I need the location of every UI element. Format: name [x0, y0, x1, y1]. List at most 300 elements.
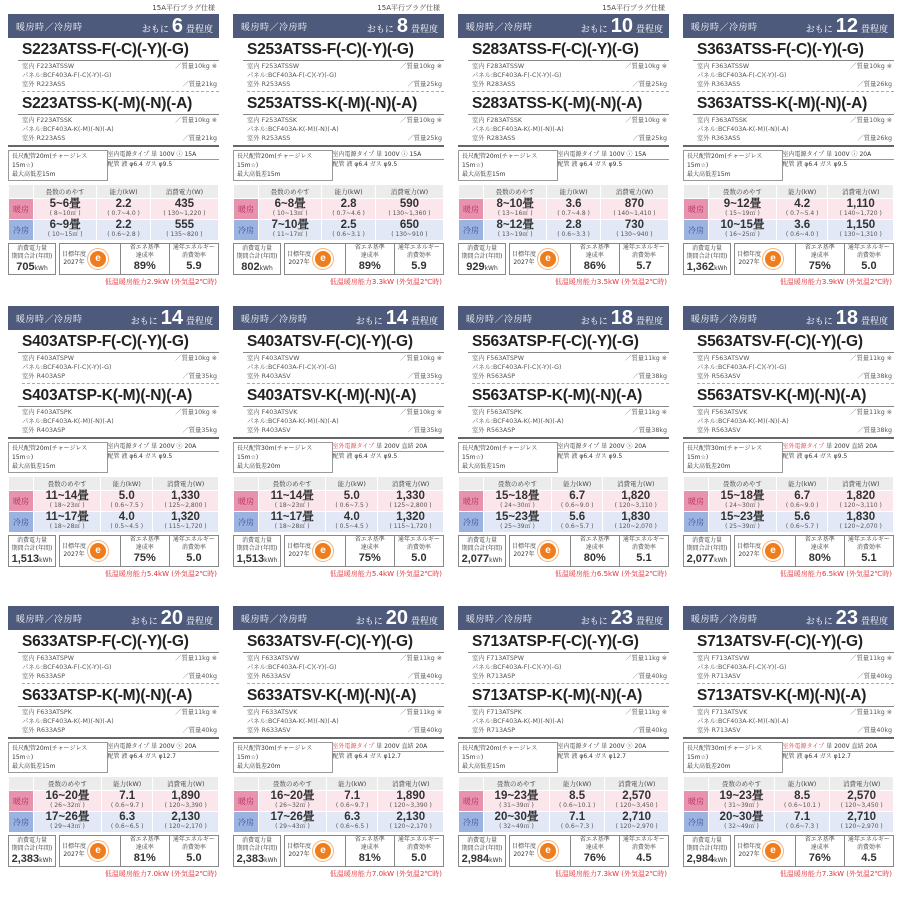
- outdoor: R563ASP: [486, 373, 516, 380]
- c-cap-r: ( 0.5~4.5 ): [335, 523, 369, 530]
- l-outdoor: 室外: [22, 727, 35, 734]
- panel-f: BCF403A-F(-C)(-Y)(-G): [718, 364, 787, 371]
- col-power: 消費電力(W): [378, 777, 443, 790]
- panel-f: BCF403A-F(-C)(-Y)(-G): [268, 364, 337, 371]
- saving-1: 省エネ基準: [579, 836, 610, 843]
- low-temp-heating-capacity: 低温暖房能力6.5kW (外気温2℃時): [554, 570, 667, 578]
- c-cap: 3.6: [794, 219, 811, 231]
- kwh-unit: kWh: [489, 557, 503, 564]
- apf-2: 消費効率: [856, 844, 881, 851]
- h-cap-r: ( 0.7~5.4 ): [785, 210, 819, 217]
- indoor-f: F563ATSPW: [486, 355, 524, 362]
- room-size-number: 23: [835, 607, 858, 629]
- saving-rate: [120, 536, 169, 566]
- apf-1: 通年エネルギー: [397, 836, 440, 843]
- outdoor: R713ASP: [486, 727, 516, 734]
- pipe-txt: 長尺配管30m(チャージレス15m☆): [237, 745, 313, 761]
- maxh-txt: 最大高低差15m: [12, 763, 56, 770]
- mode-label: 暖房時／冷房時: [16, 314, 83, 325]
- cool-lbl: 冷房: [459, 812, 483, 832]
- install-spec: [8, 742, 219, 773]
- energy-saving-e-mark-icon: e: [763, 249, 783, 269]
- maxh-txt: 最大高低差15m: [12, 463, 56, 470]
- h-pw: 1,330: [396, 490, 425, 502]
- mode-label: 暖房時／冷房時: [16, 22, 83, 33]
- indoor-k: F713ATSVK: [711, 709, 748, 716]
- c-room-m2: ( 25~39㎡ ): [725, 523, 760, 530]
- room-size-number: 8: [396, 15, 408, 37]
- w-out-txt: ／質量21kg: [182, 135, 217, 142]
- heating-row: [459, 491, 668, 511]
- kwh: 2,077: [461, 553, 490, 565]
- c-pw-r: ( 135~820 ): [166, 231, 203, 238]
- size-suffix: 畳程度: [635, 25, 663, 35]
- performance-table: [683, 476, 894, 533]
- apf-2: 消費効率: [181, 844, 206, 851]
- install-spec: [683, 742, 894, 773]
- h-pw: 590: [399, 198, 420, 210]
- l-indoor: 室内: [697, 709, 710, 716]
- apf: [619, 244, 668, 274]
- performance-table: [233, 776, 444, 833]
- heat-lbl: 暖房: [684, 791, 708, 811]
- heating-row: [234, 791, 443, 811]
- performance-table: [683, 184, 894, 241]
- h-room: 11~14畳: [270, 490, 314, 502]
- l-outdoor: 室外: [247, 673, 260, 680]
- kwh: 1,513: [236, 553, 265, 565]
- cool-lbl: 冷房: [459, 512, 483, 532]
- col-room: 畳数のめやす: [709, 777, 774, 790]
- heat-lbl: 暖房: [459, 199, 483, 219]
- apf: 4.5: [861, 852, 877, 864]
- size-prefix: おもに: [805, 317, 833, 327]
- panel-k: BCF403A-K(-M)(-N)(-A): [718, 126, 789, 133]
- room-size-number: 20: [385, 607, 408, 629]
- model-name-f: S253ATSS-F(-C)(-Y)(-G): [247, 41, 414, 58]
- apf: 4.5: [636, 852, 652, 864]
- model-name-k: S563ATSV-K(-M)(-N)(-A): [697, 387, 867, 404]
- piping-txt: 配管 液 φ6.4 ガス φ9.5: [557, 453, 623, 460]
- h-pw-r: ( 125~2,800 ): [389, 502, 432, 509]
- annual-1: 消費電力量: [16, 245, 47, 252]
- c-cap-r: ( 0.6~2.8 ): [107, 231, 140, 238]
- saving-rate: [120, 836, 169, 866]
- rate: 89%: [358, 260, 381, 272]
- l-indoor: 室内: [697, 409, 710, 416]
- c-room: 6~9畳: [49, 219, 81, 231]
- col-power: 消費電力(W): [151, 185, 218, 198]
- w-in-txt: ／質量10kg ※: [175, 117, 217, 124]
- indoor-k: F403ATSPK: [36, 409, 72, 416]
- card-header: [233, 606, 444, 630]
- outdoor: R223ASS: [36, 135, 66, 142]
- size-suffix: 畳程度: [860, 317, 888, 327]
- product-card: [0, 0, 225, 300]
- power: 単 200V 直結 20A: [826, 743, 878, 750]
- l-panel: パネル:: [472, 664, 494, 671]
- outdoor: R403ASV: [261, 373, 291, 380]
- annual-1: 消費電力量: [691, 837, 722, 844]
- c-cap: 4.0: [118, 511, 135, 523]
- c-pw: 2,130: [396, 811, 426, 823]
- col-capacity: 能力(kW): [326, 477, 377, 490]
- pipe-txt: 長尺配管20m(チャージレス15m☆): [12, 445, 88, 461]
- model-name-k: S283ATSS-K(-M)(-N)(-A): [472, 95, 643, 112]
- unit-list-f: [683, 654, 894, 684]
- size-prefix: おもに: [580, 617, 608, 627]
- unit-list-k: [233, 708, 444, 735]
- apf-2: 消費効率: [856, 252, 881, 259]
- h-room: 15~18畳: [720, 490, 765, 502]
- room-size: [806, 308, 888, 328]
- w-in-txt: ／質量11kg ※: [175, 709, 217, 716]
- outdoor: R283ASS: [486, 135, 516, 142]
- cooling-row: [684, 512, 893, 532]
- ptype-txt: 室内電源タイプ: [782, 151, 825, 158]
- target-2: 2027年: [288, 851, 310, 858]
- panel-f: BCF403A-F(-C)(-Y)(-G): [43, 664, 112, 671]
- low-temp-heating-capacity: 低温暖房能力5.4kW (外気温2℃時): [104, 570, 217, 578]
- c-room: 15~23畳: [495, 511, 540, 523]
- size-prefix: おもに: [130, 317, 158, 327]
- target-1: 目標年度: [737, 543, 762, 550]
- target-1: 目標年度: [512, 843, 537, 850]
- size-suffix: 畳程度: [410, 25, 438, 35]
- apf: 5.0: [861, 260, 877, 272]
- c-cap: 6.3: [344, 811, 361, 823]
- piping-txt: 配管 液 φ6.4 ガス φ9.5: [782, 453, 848, 460]
- heat-lbl: 暖房: [459, 491, 483, 511]
- indoor-f: F283ATSSW: [486, 63, 525, 70]
- outdoor: R563ASV: [711, 373, 741, 380]
- c-pw-r: ( 120~2,170 ): [164, 823, 207, 830]
- c-room: 20~30畳: [719, 811, 764, 823]
- cooling-row: [9, 220, 218, 240]
- col-power: 消費電力(W): [376, 185, 443, 198]
- h-pw-r: ( 130~1,220 ): [163, 210, 206, 217]
- kwh: 705: [16, 261, 35, 273]
- c-pw: 2,130: [171, 811, 201, 823]
- outdoor: R563ASV: [711, 427, 741, 434]
- c-room: 7~10畳: [271, 219, 309, 231]
- product-card: [0, 600, 225, 900]
- pipe-txt: 長尺配管20m(チャージレス15m☆): [462, 745, 538, 761]
- target-year: [60, 244, 120, 274]
- piping-txt: 配管 液 φ6.4 ガス φ12.7: [332, 753, 401, 760]
- c-room: 11~17畳: [45, 511, 89, 523]
- size-prefix: おもに: [805, 25, 833, 35]
- indoor-f: F403ATSPW: [36, 355, 74, 362]
- c-room-m2: ( 25~39㎡ ): [500, 523, 535, 530]
- maxh-txt: 最大高低差15m: [12, 171, 56, 178]
- l-indoor: 室内: [697, 355, 710, 362]
- outdoor: R403ASP: [36, 427, 66, 434]
- panel-f: BCF403A-F(-C)(-Y)(-G): [268, 72, 337, 79]
- l-panel: パネル:: [472, 126, 494, 133]
- annual-2: 期間合計(年間): [461, 253, 503, 260]
- l-panel: パネル:: [247, 72, 269, 79]
- annual-2: 期間合計(年間): [686, 253, 728, 260]
- power: 単 200V ⓧ 20A: [601, 743, 647, 750]
- install-spec: [233, 742, 444, 773]
- l-indoor: 室内: [247, 355, 260, 362]
- annual-2: 期間合計(年間): [11, 545, 53, 552]
- saving-rate: [120, 244, 169, 274]
- energy-saving-e-mark-icon: e: [88, 541, 108, 561]
- size-prefix: おもに: [130, 617, 158, 627]
- apf-2: 消費効率: [406, 252, 431, 259]
- panel-k: BCF403A-K(-M)(-N)(-A): [268, 718, 339, 725]
- panel-f: BCF403A-F(-C)(-Y)(-G): [43, 72, 112, 79]
- energy-saving-e-mark-icon: e: [538, 541, 558, 561]
- annual-consumption: [233, 243, 281, 275]
- l-outdoor: 室外: [697, 135, 710, 142]
- kwh: 2,984: [461, 853, 490, 865]
- h-cap: 5.0: [343, 490, 360, 502]
- l-panel: パネル:: [22, 664, 44, 671]
- h-room-m2: ( 13~16㎡ ): [497, 210, 533, 217]
- power: 単 200V 直結 20A: [376, 443, 428, 450]
- indoor-k: F633ATSVK: [261, 709, 298, 716]
- heat-lbl: 暖房: [459, 791, 483, 811]
- product-card: [450, 300, 675, 600]
- outdoor: R633ASP: [36, 727, 66, 734]
- c-pw-r: ( 120~2,070 ): [614, 523, 657, 530]
- saving-rate: [345, 836, 394, 866]
- low-temp-heating-capacity: 低温暖房能力6.5kW (外気温2℃時): [779, 570, 892, 578]
- apf: 5.9: [186, 260, 202, 272]
- annual-2: 期間合計(年間): [461, 845, 503, 852]
- annual-1: 消費電力量: [691, 537, 722, 544]
- piping-txt: 配管 液 φ6.4 ガス φ9.5: [107, 453, 173, 460]
- card-header: [683, 306, 894, 330]
- apf: [169, 836, 218, 866]
- annual-consumption: [8, 535, 56, 567]
- h-cap-r: ( 0.7~4.8 ): [557, 210, 590, 217]
- h-cap: 6.7: [794, 490, 811, 502]
- h-pw: 870: [624, 198, 645, 210]
- pipe-txt: 長尺配管20m(チャージレス15m☆): [687, 153, 763, 169]
- l-panel: パネル:: [472, 72, 494, 79]
- low-temp-heating-capacity: 低温暖房能力2.9kW (外気温2℃時): [104, 278, 217, 286]
- efficiency-row: [233, 835, 444, 867]
- w-in-txt: ／質量11kg ※: [850, 655, 892, 662]
- c-cap-r: ( 0.5~4.5 ): [110, 523, 144, 530]
- col-room: 畳数のめやす: [709, 185, 776, 198]
- mode-label: 暖房時／冷房時: [691, 614, 758, 625]
- col-capacity: 能力(kW): [775, 777, 829, 790]
- ptype-txt: 室内電源タイプ: [557, 443, 600, 450]
- c-cap-r: ( 0.6~3.3 ): [557, 231, 590, 238]
- outdoor: R283ASS: [486, 81, 516, 88]
- c-pw: 1,150: [846, 219, 876, 231]
- apf-2: 消費効率: [406, 844, 431, 851]
- install-spec: [8, 442, 219, 473]
- c-pw-r: ( 120~2,970 ): [840, 823, 883, 830]
- room-size: [581, 608, 663, 628]
- cooling-row: [684, 220, 893, 240]
- l-indoor: 室内: [247, 117, 260, 124]
- l-indoor: 室内: [22, 63, 35, 70]
- l-outdoor: 室外: [247, 727, 260, 734]
- cooling-row: [684, 812, 893, 832]
- apf-1: 通年エネルギー: [172, 836, 215, 843]
- indoor-k: F253ATSSK: [261, 117, 298, 124]
- heating-row: [459, 791, 668, 811]
- model-name-k: S633ATSP-K(-M)(-N)(-A): [22, 687, 193, 704]
- c-room: 20~30畳: [494, 811, 539, 823]
- h-room-m2: ( 31~39㎡ ): [724, 802, 759, 809]
- l-indoor: 室内: [247, 63, 260, 70]
- efficiency-row: [458, 535, 669, 567]
- h-pw: 1,820: [621, 490, 651, 502]
- w-in-txt: ／質量10kg ※: [850, 63, 892, 70]
- col-power: 消費電力(W): [605, 777, 668, 790]
- kwh-unit: kWh: [264, 557, 278, 564]
- panel-k: BCF403A-K(-M)(-N)(-A): [718, 718, 789, 725]
- indoor-f: F633ATSVW: [261, 655, 300, 662]
- saving-rate: [570, 536, 619, 566]
- h-room: 16~20畳: [45, 790, 90, 802]
- annual-consumption: [683, 243, 731, 275]
- rate: 75%: [358, 552, 381, 564]
- card-header: [458, 306, 669, 330]
- col-power: 消費電力(W): [828, 477, 893, 490]
- h-room: 11~14畳: [45, 490, 89, 502]
- heat-lbl: 暖房: [234, 791, 258, 811]
- apf: 5.1: [861, 552, 877, 564]
- h-cap-r: ( 0.6~10.1 ): [783, 802, 821, 809]
- product-card: [0, 300, 225, 600]
- cool-lbl: 冷房: [684, 220, 708, 240]
- card-header: [8, 14, 219, 38]
- w-in-txt: ／質量11kg ※: [400, 709, 442, 716]
- pipe-txt: 長尺配管30m(チャージレス15m☆): [687, 745, 763, 761]
- w-in-txt: ／質量10kg ※: [850, 117, 892, 124]
- apf: [394, 244, 443, 274]
- l-indoor: 室内: [472, 117, 485, 124]
- indoor-k: F363ATSSK: [711, 117, 748, 124]
- product-card: [225, 0, 450, 300]
- unit-list-k: [458, 408, 669, 435]
- kwh-unit: kWh: [264, 857, 278, 864]
- annual-consumption: [458, 243, 506, 275]
- cool-lbl: 冷房: [459, 220, 483, 240]
- annual-1: 消費電力量: [241, 837, 272, 844]
- target-year: [60, 536, 120, 566]
- unit-list-f: [458, 654, 669, 684]
- col-capacity: 能力(kW): [777, 477, 828, 490]
- target-2: 2027年: [288, 551, 310, 558]
- c-cap-r: ( 0.6~6.5 ): [335, 823, 369, 830]
- col-capacity: 能力(kW): [552, 477, 603, 490]
- outdoor: R713ASV: [711, 727, 741, 734]
- efficiency-row: [458, 835, 669, 867]
- room-size: [356, 608, 438, 628]
- model-name-k: S363ATSS-K(-M)(-N)(-A): [697, 95, 868, 112]
- model-name-f: S713ATSV-F(-C)(-Y)(-G): [697, 633, 863, 650]
- h-room: 19~23畳: [719, 790, 764, 802]
- w-in-txt: ／質量11kg ※: [850, 355, 892, 362]
- h-room: 19~23畳: [494, 790, 539, 802]
- ptype-txt: 室外電源タイプ: [782, 443, 825, 450]
- col-room: 畳数のめやす: [259, 477, 325, 490]
- unit-list-k: [233, 116, 444, 143]
- h-room: 8~10畳: [496, 198, 534, 210]
- w-out-txt: ／質量38kg: [632, 373, 667, 380]
- kwh: 802: [241, 261, 260, 273]
- cool-lbl: 冷房: [234, 812, 258, 832]
- efficiency-row: [683, 535, 894, 567]
- target-year: [285, 244, 345, 274]
- l-panel: パネル:: [22, 126, 44, 133]
- plugtext: 15A平行プラグ仕様: [377, 4, 440, 12]
- annual-2: 期間合計(年間): [686, 545, 728, 552]
- target-year: [285, 836, 345, 866]
- ptype-txt: 室内電源タイプ: [557, 151, 600, 158]
- low-temp-heating-capacity: 低温暖房能力7.0kW (外気温2℃時): [104, 870, 217, 878]
- room-size-number: 18: [835, 307, 858, 329]
- room-size-number: 14: [160, 307, 183, 329]
- col-room: 畳数のめやす: [484, 477, 551, 490]
- energy-saving-e-mark-icon: e: [763, 841, 783, 861]
- room-size-number: 18: [610, 307, 633, 329]
- heat-lbl: 暖房: [9, 791, 33, 811]
- pipe-txt: 長尺配管20m(チャージレス15m☆): [12, 153, 88, 169]
- col-power: 消費電力(W): [603, 477, 668, 490]
- h-cap-r: ( 0.6~9.7 ): [335, 802, 369, 809]
- saving-1: 省エネ基準: [804, 536, 835, 543]
- cool-lbl: 冷房: [684, 812, 708, 832]
- heating-row: [234, 199, 443, 219]
- outdoor: R253ASS: [261, 81, 291, 88]
- c-room-m2: ( 16~25㎡ ): [725, 231, 760, 238]
- heating-row: [684, 199, 893, 219]
- w-in-txt: ／質量10kg ※: [175, 409, 217, 416]
- size-suffix: 畳程度: [860, 25, 888, 35]
- w-in-txt: ／質量10kg ※: [400, 63, 442, 70]
- low-temp-heating-capacity: 低温暖房能力7.3kW (外気温2℃時): [779, 870, 892, 878]
- saving-2: 達成率: [360, 252, 379, 259]
- apf: 5.0: [411, 852, 427, 864]
- target-1: 目標年度: [512, 543, 537, 550]
- size-suffix: 畳程度: [185, 317, 213, 327]
- h-cap: 7.1: [344, 790, 361, 802]
- model-name-f: S403ATSV-F(-C)(-Y)(-G): [247, 333, 413, 350]
- indoor-f: F713ATSPW: [486, 655, 524, 662]
- room-size: [356, 308, 438, 328]
- w-out-txt: ／質量25kg: [632, 81, 667, 88]
- unit-list-k: [458, 116, 669, 143]
- annual-1: 消費電力量: [691, 245, 722, 252]
- install-spec: [683, 150, 894, 181]
- piping-txt: 配管 液 φ6.4 ガス φ9.5: [107, 161, 173, 168]
- annual-consumption: [233, 535, 281, 567]
- l-panel: パネル:: [697, 126, 719, 133]
- model-name-k: S253ATSS-K(-M)(-N)(-A): [247, 95, 418, 112]
- model-name-k: S223ATSS-K(-M)(-N)(-A): [22, 95, 193, 112]
- h-cap: 5.0: [118, 490, 135, 502]
- l-indoor: 室内: [472, 655, 485, 662]
- c-pw: 730: [624, 219, 645, 231]
- indoor-k: F283ATSSK: [486, 117, 523, 124]
- w-in-txt: ／質量11kg ※: [175, 655, 217, 662]
- cooling-row: [459, 512, 668, 532]
- h-pw-r: ( 120~3,110 ): [839, 502, 882, 509]
- saving-1: 省エネ基準: [579, 244, 610, 251]
- cooling-row: [234, 812, 443, 832]
